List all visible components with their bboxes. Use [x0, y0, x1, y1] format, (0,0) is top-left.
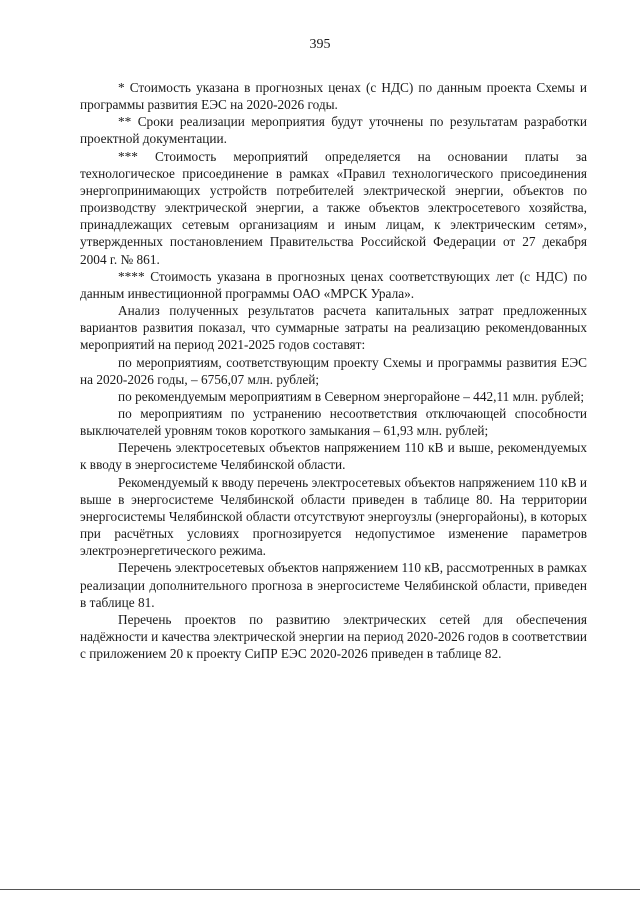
paragraph-cost-north: по рекомендуемым мероприятиям в Северном энергорайоне – 442,11 млн. рублей; [118, 388, 585, 404]
paragraph-cost-breakers: по мероприятиям по устранению несоответствия отключающей способности выключателей уровням токов короткого замыкания – 61,93 млн. рублей; [80, 405, 587, 439]
paragraph-table-82: Перечень проектов по развитию электрических сетей для обеспечения надёжности и качества электрической энергии на период 2020-2026 годов в соответствии с приложением 20 к проекту СиПР ЕЭС 2020-2026 приведен в таблице 82. [80, 611, 587, 662]
footnote-cost-forecast: * Стоимость указана в прогнозных ценах (с НДС) по данным проекта Схемы и программы развития ЕЭС на 2020-2026 годы. [80, 80, 587, 113]
footnote-connection-fee: *** Стоимость мероприятий определяется на основании платы за технологическое присоединение в рамках «Правил технологического присоединения энергопринимающих устройств потребителей электрической энергии, объектов по производству электрической энергии, а также объектов электросетевого хозяйства, принадлежащих сетевым организациям и иным лицам, к электрическим сетям», утвержденных постановлением Правительства Российской Федерации от 27 декабря 2004 г. № 861. [80, 148, 587, 267]
footnote-deadlines: ** Сроки реализации мероприятия будут уточнены по результатам разработки проектной документации. [80, 114, 587, 147]
page-number: 395 [309, 37, 331, 52]
paragraph-objects-heading: Перечень электросетевых объектов напряжением 110 кВ и выше, рекомендуемых к вводу в энергосистеме Челябинской области. [80, 440, 587, 473]
footnote-investment-program: **** Стоимость указана в прогнозных ценах соответствующих лет (с НДС) по данным инвестиционной программы ОАО «МРСК Урала». [80, 268, 587, 301]
paragraph-table-81: Перечень электросетевых объектов напряжением 110 кВ, рассмотренных в рамках реализации дополнительного прогноза в энергосистеме Челябинской области, приведен в таблице 81. [80, 560, 587, 610]
bottom-divider [0, 889, 640, 890]
document-body [80, 79, 587, 662]
paragraph-cost-sipr: по мероприятиям, соответствующим проекту Схемы и программы развития ЕЭС на 2020-2026 годы, – 6756,07 млн. рублей; [80, 354, 587, 387]
paragraph-cost-analysis: Анализ полученных результатов расчета капитальных затрат предложенных вариантов развития показал, что суммарные затраты на реализацию рекомендованных мероприятий на период 2021-2025 годов составят: [80, 303, 587, 353]
paragraph-table-80: Рекомендуемый к вводу перечень электросетевых объектов напряжением 110 кВ и выше в энергосистеме Челябинской области приведен в таблице 80. На территории энергосистемы Челябинской области отсутствуют энергоузлы (энергорайоны), в которых при расчётных условиях прогнозируется недопустимое изменение параметров электроэнергетического режима. [80, 474, 587, 559]
